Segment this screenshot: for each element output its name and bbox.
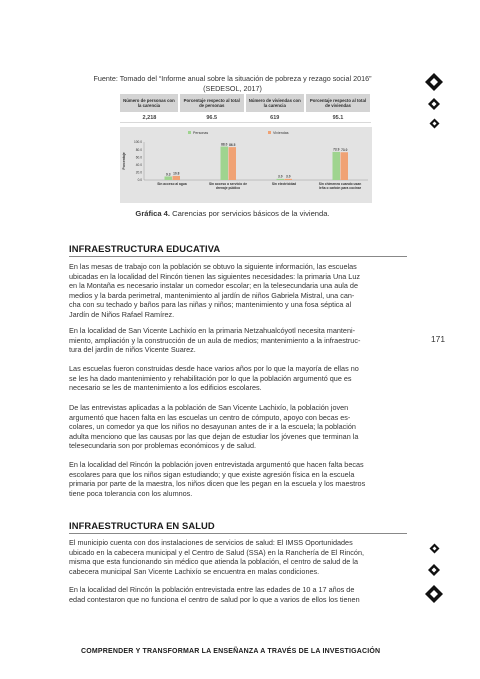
figure-source-note xyxy=(60,74,405,93)
figure-caption xyxy=(60,209,405,218)
text-line: miento, ampliación y la construcción de un aula de medios; mantenimiento a la infraestruc- xyxy=(69,335,361,345)
bar xyxy=(341,152,349,180)
stats-value-cell: 95.1 xyxy=(305,113,371,122)
bar-value-label: 86.5 xyxy=(229,142,236,147)
text-line: cha con su techado y baños para las niñas y niños; mantenimiento y una fosa séptica al xyxy=(69,300,352,310)
text-line: en la Montaña es necesario instalar un comedor escolar; en la telesecundaria una aula de xyxy=(69,281,358,291)
section-divider xyxy=(69,533,407,534)
bar-value-label: 88.0 xyxy=(221,142,228,147)
stats-header-row xyxy=(120,94,371,113)
paragraph xyxy=(69,364,407,393)
diamond-small-top-icon xyxy=(429,118,440,129)
x-category-label: Sin acceso al agua xyxy=(157,182,187,186)
paragraph xyxy=(69,538,407,576)
bar xyxy=(165,176,173,180)
text-line: necesario se les de mantenimiento a los edificios escolares. xyxy=(69,383,262,393)
text-line: cabecera municipal San Vicente Lachixío se encuentra en malas condiciones. xyxy=(69,566,320,576)
bar-value-label: 9.3 xyxy=(166,172,171,177)
poverty-stats-table xyxy=(120,94,372,123)
bar xyxy=(285,179,293,180)
text-line: primaria por parte de la maestra, los niños dicen que les pegan en la escuela y los maestros xyxy=(69,479,366,489)
x-category-label: drenaje público xyxy=(215,186,241,191)
text-line: tiene poca tolerancia con los alumnos. xyxy=(69,488,193,498)
y-tick-label: 0.0 xyxy=(137,178,142,183)
text-line: En las mesas de trabajo con la población se obtuvo la siguiente información, las escuelas xyxy=(69,262,357,271)
y-tick-label: 60.0 xyxy=(135,155,142,160)
text-line: Jardín de Niños Rafael Ramírez. xyxy=(69,309,175,319)
y-tick-label: 20.0 xyxy=(135,170,142,175)
bar-value-label: 3.0 xyxy=(278,174,283,179)
text-line: edad contestaron que no funciona el centro de salud por lo que a varios de ellos los tienen xyxy=(69,594,360,604)
paragraph xyxy=(69,326,407,355)
source-line-2: (SEDESOL, 2017) xyxy=(203,83,262,93)
bar-chart-svg xyxy=(120,127,372,203)
text-line: medios y la barda perimetral, mantenimiento al jardín de niños Gabriela Mistral, una can- xyxy=(69,290,355,300)
stats-value-cell: 96.5 xyxy=(179,113,245,122)
y-tick-label: 40.0 xyxy=(135,163,142,167)
page-number: 171 xyxy=(431,334,445,344)
diamond-small-bottom-icon xyxy=(429,543,440,554)
stats-header-cell: Número de personas con la carencia xyxy=(120,94,179,113)
caption-text: Carencias por servicios básicos de la vivienda. xyxy=(172,209,330,218)
diamond-large-bottom-icon xyxy=(424,584,444,604)
text-line: De las entrevistas aplicadas a la población de San Vicente Lachixío, la población joven xyxy=(69,403,349,412)
x-category-label: Sin acceso a servicio de xyxy=(208,182,248,186)
text-line: tura del jardín de niños Vicente Suarez. xyxy=(69,345,196,355)
y-axis-title: Porcentaje xyxy=(122,152,126,170)
text-line: El municipio cuenta con dos instalaciones de servicios de salud: El IMSS Oportunidades xyxy=(69,538,353,547)
text-line: argumentó que hacen falta en las escuelas un centro de cómputo, apoyo con becas es- xyxy=(69,412,351,422)
x-category-label: leña o carbón para cocinar xyxy=(319,186,361,191)
stats-header-cell: Número de viviendas con la carencia xyxy=(245,94,305,113)
caption-label: Gráfica 4. xyxy=(135,209,171,218)
running-footer: COMPRENDER Y TRANSFORMAR LA ENSEÑANZA A TRAVÉS DE LA INVESTIGACIÓN xyxy=(81,648,381,655)
source-line-1: Fuente: Tomado del “Informe anual sobre la situación de pobreza y rezago social 2016” xyxy=(93,74,372,83)
text-line: telesecundaria son por problemas económicos y de salud. xyxy=(69,441,256,451)
bar-value-label: 10.8 xyxy=(173,171,180,176)
section-title-health: INFRAESTRUCTURA EN SALUD xyxy=(69,520,215,531)
paragraph xyxy=(69,585,407,604)
x-category-label: Sin chimenea cuando usan xyxy=(318,182,362,186)
diamond-medium-bottom-icon xyxy=(427,563,441,577)
text-line: escolares para que los niños sigan estudiando; y que existe agresión física en la escuela xyxy=(69,469,355,479)
text-line: ubicado en la cabecera municipal y el Centro de Salud (SSA) en la Ranchería de El Rincón, xyxy=(69,547,365,557)
stats-value-row xyxy=(120,113,371,122)
paragraph xyxy=(69,262,407,320)
stats-value-cell: 2,218 xyxy=(120,113,179,122)
text-line: En la localidad del Rincón la población joven entrevistada argumentó que hacen falta becas xyxy=(69,460,364,469)
text-line: colares, un comedor ya que los niños no desayunan antes de ir a la escuela; la población xyxy=(69,422,356,432)
text-line: se les ha dado mantenimiento y rehabilitación por lo que la población argumentó que es xyxy=(69,373,352,383)
stats-header-cell: Porcentaje respecto al total de viviendas xyxy=(305,94,371,113)
section-divider xyxy=(69,256,407,257)
services-bar-chart xyxy=(120,127,372,203)
text-line: adulta menciono que las causas por las que dejan de estudiar los jóvenes que terminan la xyxy=(69,431,359,441)
text-line: En la localidad de San Vicente Lachixío en la primaria Netzahualcóyotl necesita manteni- xyxy=(69,326,356,335)
text-line: En la localidad del Rincón la población entrevistada entre las edades de 10 a 17 años de xyxy=(69,585,355,594)
legend-swatch xyxy=(268,131,271,134)
y-tick-label: 100.0 xyxy=(134,140,142,145)
legend-swatch xyxy=(188,131,191,134)
bar-value-label: 3.0 xyxy=(286,174,291,179)
bar xyxy=(333,152,341,180)
bar xyxy=(221,147,229,180)
legend-label: Personas xyxy=(193,131,209,135)
text-line: Las escuelas fueron construidas desde hace varios años por lo que la mayoría de ellas no xyxy=(69,364,359,373)
bar-value-label: 73.9 xyxy=(333,147,340,152)
diamond-medium-top-icon xyxy=(427,97,441,111)
text-line: misma que esta funcionando sin médico que atienda la población, el centro de salud de la xyxy=(69,557,358,567)
stats-header-cell: Porcentaje respecto al total de personas xyxy=(179,94,245,113)
y-tick-label: 80.0 xyxy=(135,147,142,152)
bar xyxy=(229,147,237,180)
bar xyxy=(173,176,181,180)
text-line: ubicadas en la localidad del Rincón tienen las siguientes necesidades: la primaria Una Luz xyxy=(69,271,360,281)
section-title-education: INFRAESTRUCTURA EDUCATIVA xyxy=(69,243,221,254)
legend-label: Viviendas xyxy=(273,131,289,135)
diamond-large-top-icon xyxy=(424,72,444,92)
stats-value-cell: 619 xyxy=(245,113,305,122)
x-category-label: Sin electricidad xyxy=(271,182,297,186)
bar xyxy=(277,179,285,180)
paragraph xyxy=(69,460,407,498)
paragraph xyxy=(69,403,407,451)
bar-value-label: 73.0 xyxy=(341,148,348,153)
